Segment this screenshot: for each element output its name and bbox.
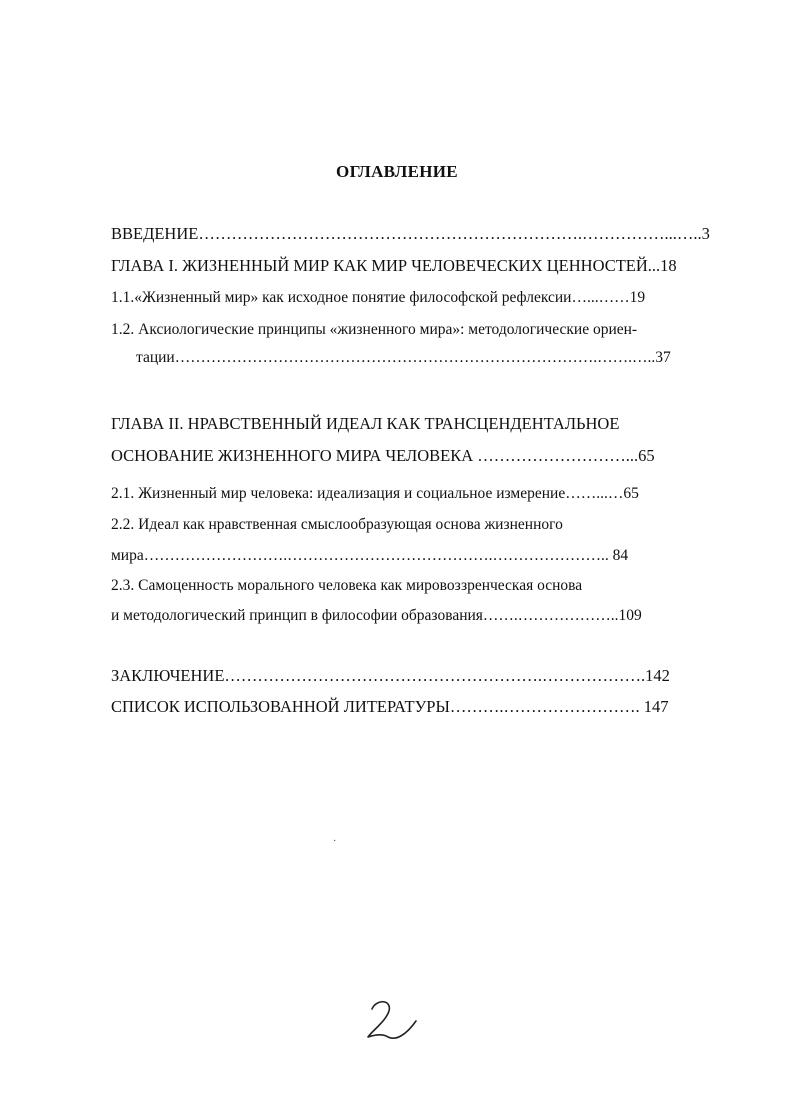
toc-entry-introduction: ВВЕДЕНИЕ…………………………………………………………….……………...…..3 xyxy=(111,224,710,243)
toc-entry-section-2-3-line-1: 2.3. Самоценность морального человека как мировоззренческая основа xyxy=(111,577,583,594)
toc-entry-section-2-2-line-1: 2.2. Идеал как нравственная смыслообразующая основа жизненного xyxy=(111,516,563,533)
toc-entry-chapter-2-line-1: ГЛАВА II. НРАВСТВЕННЫЙ ИДЕАЛ КАК ТРАНСЦЕНДЕНТАЛЬНОЕ xyxy=(111,414,620,433)
toc-entry-section-2-2-line-2: мира……………………….………………………………….………………….. 84 xyxy=(111,547,629,564)
toc-entry-conclusion: ЗАКЛЮЧЕНИЕ………………………………………………….……………….142 xyxy=(111,666,670,685)
toc-entry-section-1-1: 1.1.«Жизненный мир» как исходное понятие философской рефлексии…...……19 xyxy=(111,289,646,306)
toc-entry-chapter-1: ГЛАВА I. ЖИЗНЕННЫЙ МИР КАК МИР ЧЕЛОВЕЧЕСКИХ ЦЕННОСТЕЙ...18 xyxy=(111,256,677,275)
toc-entry-section-1-2-line-1: 1.2. Аксиологические принципы «жизненного мира»: методологические ориен- xyxy=(111,321,638,338)
toc-entry-chapter-2-line-2: ОСНОВАНИЕ ЖИЗНЕННОГО МИРА ЧЕЛОВЕКА ………………………...65 xyxy=(111,446,655,465)
toc-entry-section-2-3-line-2: и методологический принцип в философии образования…….………………..109 xyxy=(111,607,642,624)
scan-artifact: · xyxy=(333,836,337,847)
toc-entry-section-1-2-line-2: тации……………………………………………………………………….…….…..37 xyxy=(136,349,671,366)
toc-entry-section-2-1: 2.1. Жизненный мир человека: идеализация и социальное измерение……...…65 xyxy=(111,485,639,502)
handwritten-page-number xyxy=(362,995,422,1045)
toc-title: ОГЛАВЛЕНИЕ xyxy=(336,162,458,181)
toc-entry-bibliography: СПИСОК ИСПОЛЬЗОВАННОЙ ЛИТЕРАТУРЫ……….……………………. 147 xyxy=(111,697,669,716)
